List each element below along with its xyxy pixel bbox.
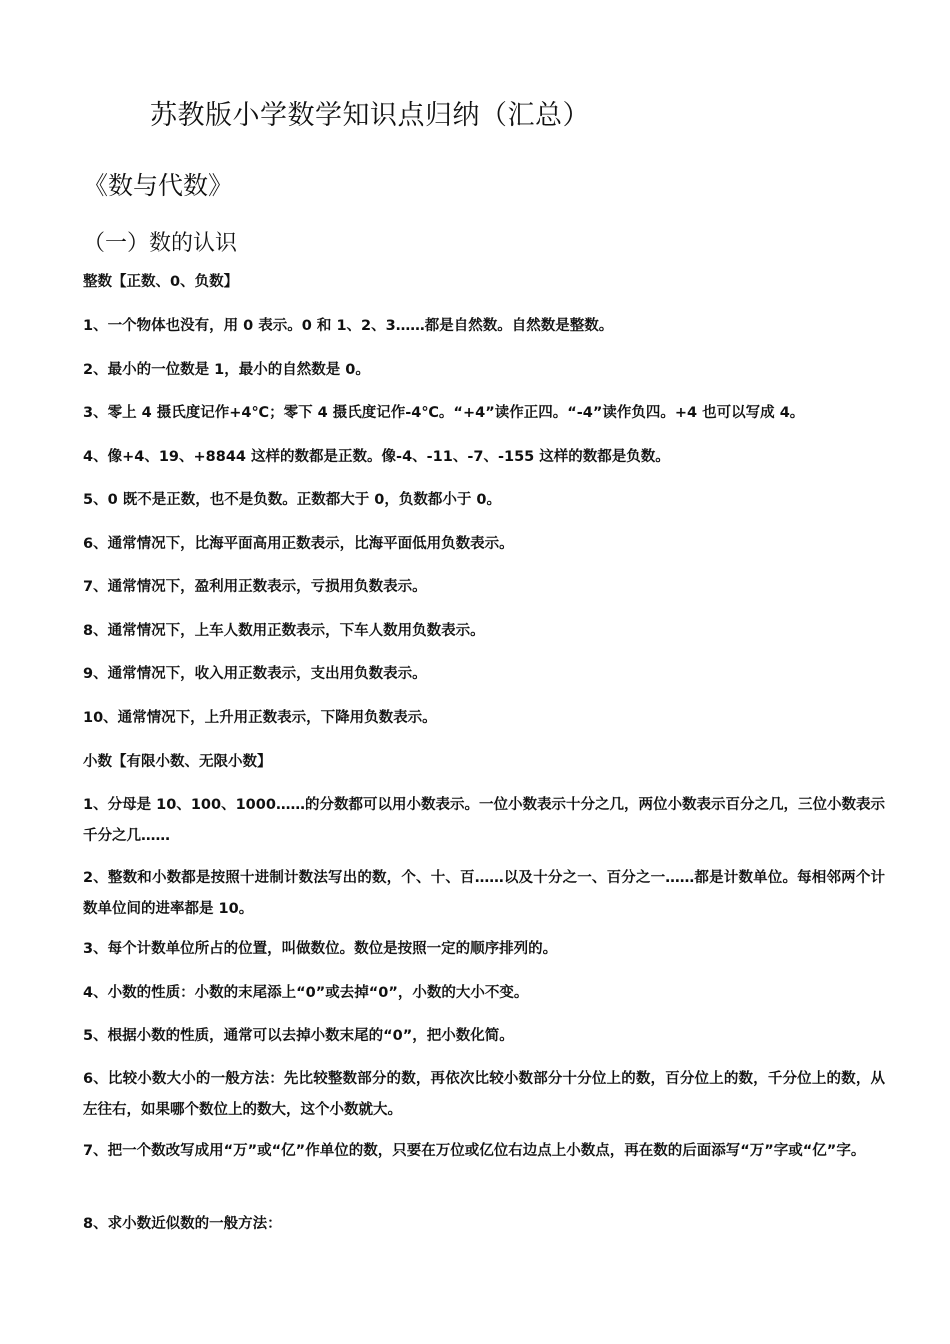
list-item: 5、0 既不是正数，也不是负数。正数都大于 0，负数都小于 0。 xyxy=(83,492,501,508)
list-item: 2、最小的一位数是 1，最小的自然数是 0。 xyxy=(83,362,370,378)
section-title: 《数与代数》 xyxy=(83,171,234,200)
list-item: 4、小数的性质：小数的末尾添上“0”或去掉“0”，小数的大小不变。 xyxy=(83,985,529,1001)
list-item: 6、通常情况下，比海平面高用正数表示，比海平面低用负数表示。 xyxy=(83,536,514,552)
list-item: 7、把一个数改写成用“万”或“亿”作单位的数，只要在万位或亿位右边点上小数点，再在数的后面添写“万”字或“亿”字。 xyxy=(83,1143,866,1159)
list-item: 9、通常情况下，收入用正数表示，支出用负数表示。 xyxy=(83,666,427,682)
list-item: 8、通常情况下，上车人数用正数表示，下车人数用负数表示。 xyxy=(83,623,485,639)
list-item: 3、每个计数单位所占的位置，叫做数位。数位是按照一定的顺序排列的。 xyxy=(83,941,558,957)
subsection-title: （一）数的认识 xyxy=(83,231,238,256)
list-item: 10、通常情况下，上升用正数表示，下降用负数表示。 xyxy=(83,710,437,726)
integers-heading: 整数【正数、0、负数】 xyxy=(83,274,239,290)
list-item: 1、一个物体也没有，用 0 表示。0 和 1、2、3……都是自然数。自然数是整数。 xyxy=(83,318,614,334)
document-title: 苏教版小学数学知识点归纳（汇总） xyxy=(150,100,590,131)
list-item: 6、比较小数大小的一般方法：先比较整数部分的数，再依次比较小数部分十分位上的数，百分位上的数，千分位上的数，从左往右，如果哪个数位上的数大，这个小数就大。 xyxy=(83,1071,885,1118)
list-item: 3、零上 4 摄氏度记作+4℃；零下 4 摄氏度记作-4℃。“+4”读作正四。“-4”读作负四。+4 也可以写成 4。 xyxy=(83,405,805,421)
list-item: 7、通常情况下，盈利用正数表示，亏损用负数表示。 xyxy=(83,579,427,595)
list-item: 4、像+4、19、+8844 这样的数都是正数。像-4、-11、-7、-155 这样的数都是负数。 xyxy=(83,449,670,465)
list-item: 8、求小数近似数的一般方法： xyxy=(83,1216,282,1232)
list-item: 1、分母是 10、100、1000……的分数都可以用小数表示。一位小数表示十分之几，两位小数表示百分之几，三位小数表示千分之几…… xyxy=(83,797,885,844)
list-item: 5、根据小数的性质，通常可以去掉小数末尾的“0”，把小数化简。 xyxy=(83,1028,514,1044)
decimals-heading: 小数【有限小数、无限小数】 xyxy=(83,754,272,770)
list-item: 2、整数和小数都是按照十进制计数法写出的数，个、十、百……以及十分之一、百分之一……都是计数单位。每相邻两个计数单位间的进率都是 10。 xyxy=(83,870,885,917)
